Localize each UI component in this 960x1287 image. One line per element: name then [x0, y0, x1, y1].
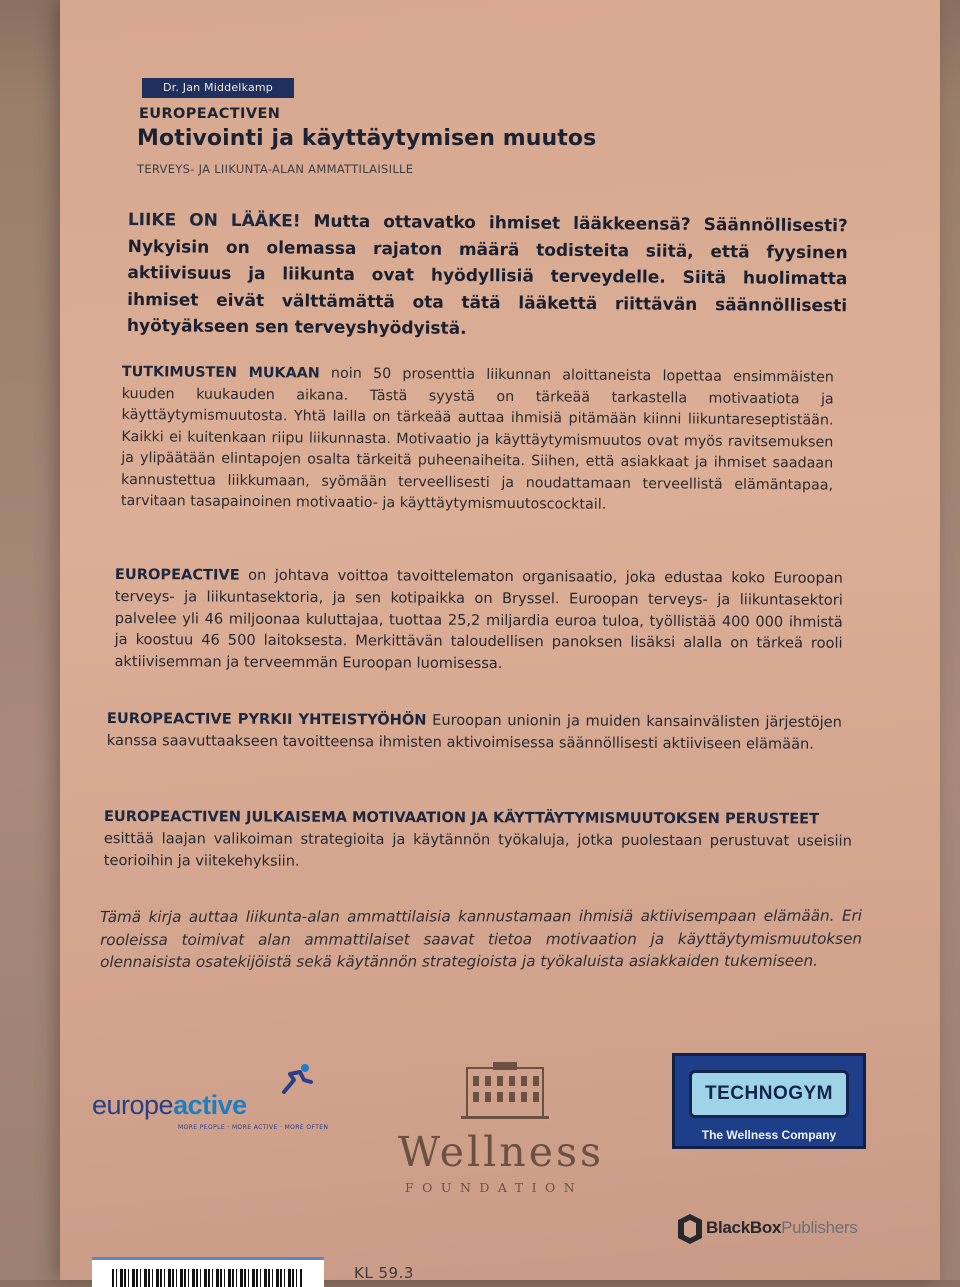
paragraph-cooperation: [107, 708, 842, 755]
barcode-sticker: [92, 1257, 324, 1287]
paragraph-research-text: noin 50 prosenttia liikunnan aloittaneista lopettaa ensimmäisten kuuden kuukauden aikana. Tästä syystä on tärkeää tarkastella motivaatiota ja käyttäytymismuutosta. Yhtä lailla on tärkeää auttaa ihmisiä pitämään kiinni liikuntareseptistään. Kaikki ei kuitenkaan riipu liikunnasta. Motivaatio ja käyttäytymismuutos ovat myös ravitsemuksen ja ylipäätään elintapojen osalta tärkeitä puheenaiheita. Siihen, että asiakkaat ja ihmiset saadaan kannustettua liikkumaan, syömään terveellisesti ja noudattamaan terveellistä elämäntapaa, tarvitaan tasapainoinen motivaatio- ja käyttäytymismuutoscocktail.: [120, 365, 834, 513]
publisher-wordmark-part1: BlackBox: [706, 1218, 782, 1237]
europeactive-logo: [92, 1062, 342, 1134]
lead-paragraph: [127, 207, 848, 346]
lead-caps: LIIKE ON LÄÄKE!: [127, 209, 301, 232]
technogym-badge: [689, 1070, 849, 1118]
book-title: Motivointi ja käyttäytymisen muutos: [137, 126, 597, 151]
paragraph-publication: [104, 806, 852, 875]
lead-text: Mutta ottavatko ihmiset lääkkeensä? Säännöllisesti? Nykyisin on olemassa rajaton määrä todisteita siitä, että fyysinen aktiivisuus ja liikunta ovat hyödyllisiä terveydelle. Siitä huolimatta ihmiset eivät välttämättä ota tätä lääkettä riittävän säännöllisesti hyötyäkseen sen terveyshyödyistä.: [126, 211, 848, 339]
europeactive-wordmark: [92, 1090, 247, 1121]
europeactive-tagline: MORE PEOPLE · MORE ACTIVE · MORE OFTEN: [178, 1124, 329, 1131]
technogym-wordmark: TECHNOGYM: [705, 1083, 833, 1104]
paragraph-publication-caps: EUROPEACTIVEN JULKAISEMA MOTIVAATION JA KÄYTTÄYTYMISMUUTOKSEN PERUSTEET: [103, 808, 820, 828]
publisher-logo: [676, 1212, 896, 1252]
classification-code: KL 59.3: [354, 1264, 414, 1282]
publisher-wordmark: [706, 1218, 857, 1238]
europeactive-wordmark-part1: europe: [92, 1090, 174, 1120]
paragraph-summary: Tämä kirja auttaa liikunta-alan ammattilaisia kannustamaan ihmisiä aktiivisempaan elämään. Eri rooleissa toimivat alan ammattilaiset saavat tietoa motivaation ja käyttäytymismuutoksen olennaisista osatekijöistä sekä käytännön strategioista ja työkaluista asiakkaiden tukemiseen.: [100, 906, 863, 971]
author-tag: Dr. Jan Middelkamp: [142, 78, 294, 98]
running-figure-icon: [278, 1062, 314, 1096]
paragraph-research: [121, 362, 834, 518]
europeactive-wordmark-part2: active: [173, 1090, 247, 1120]
wellness-foundation-logo: [395, 1060, 615, 1210]
book-subtitle: TERVEYS- JA LIIKUNTA-ALAN AMMATTILAISILLE: [137, 162, 414, 176]
series-name: EUROPEACTIVEN: [139, 106, 281, 122]
paragraph-europeactive: [114, 564, 843, 677]
building-icon: [457, 1060, 553, 1122]
foundation-wordmark: FOUNDATION: [405, 1180, 584, 1195]
paragraph-research-caps: TUTKIMUSTEN MUKAAN: [121, 363, 320, 382]
paragraph-cooperation-text: Euroopan unionin ja muiden kansainvälisten järjestöjen kanssa saavuttaakseen tavoitteensa ihmisten aktivoimisessa säännöllisesti aktiiviseen elämään.: [106, 711, 842, 753]
technogym-tagline: The Wellness Company: [701, 1128, 837, 1142]
technogym-logo: [672, 1053, 866, 1149]
paragraph-europeactive-text: on johtava voittoa tavoittelematon organisaatio, joka edustaa koko Euroopan terveys- ja liikuntasektoria, ja sen kotipaikka on Bryssel. Euroopan terveys- ja liikuntasektori palvelee yli 46 miljoonaa kuluttajaa, tuottaa 25,2 miljardia euroa tuloa, työllistää 400 000 ihmistä ja koostuu 46 500 laitoksesta. Merkittävän taloudellisen panoksen lisäksi alalla on tärkeä rooli aktiivisemman ja terveemmän Euroopan luomisessa.: [114, 566, 843, 673]
box-icon: [676, 1212, 704, 1246]
wellness-wordmark: Wellness: [398, 1128, 605, 1176]
paragraph-cooperation-caps: EUROPEACTIVE PYRKII YHTEISTYÖHÖN: [106, 710, 427, 729]
publisher-wordmark-part2: Publishers: [781, 1218, 858, 1237]
paragraph-europeactive-caps: EUROPEACTIVE: [114, 566, 240, 584]
paragraph-publication-text: esittää laajan valikoiman strategioita ja käytännön työkaluja, jotka puolestaan perustuvat useisiin teorioihin ja viitekehyksiin.: [103, 829, 852, 870]
barcode-bars: [112, 1269, 302, 1287]
